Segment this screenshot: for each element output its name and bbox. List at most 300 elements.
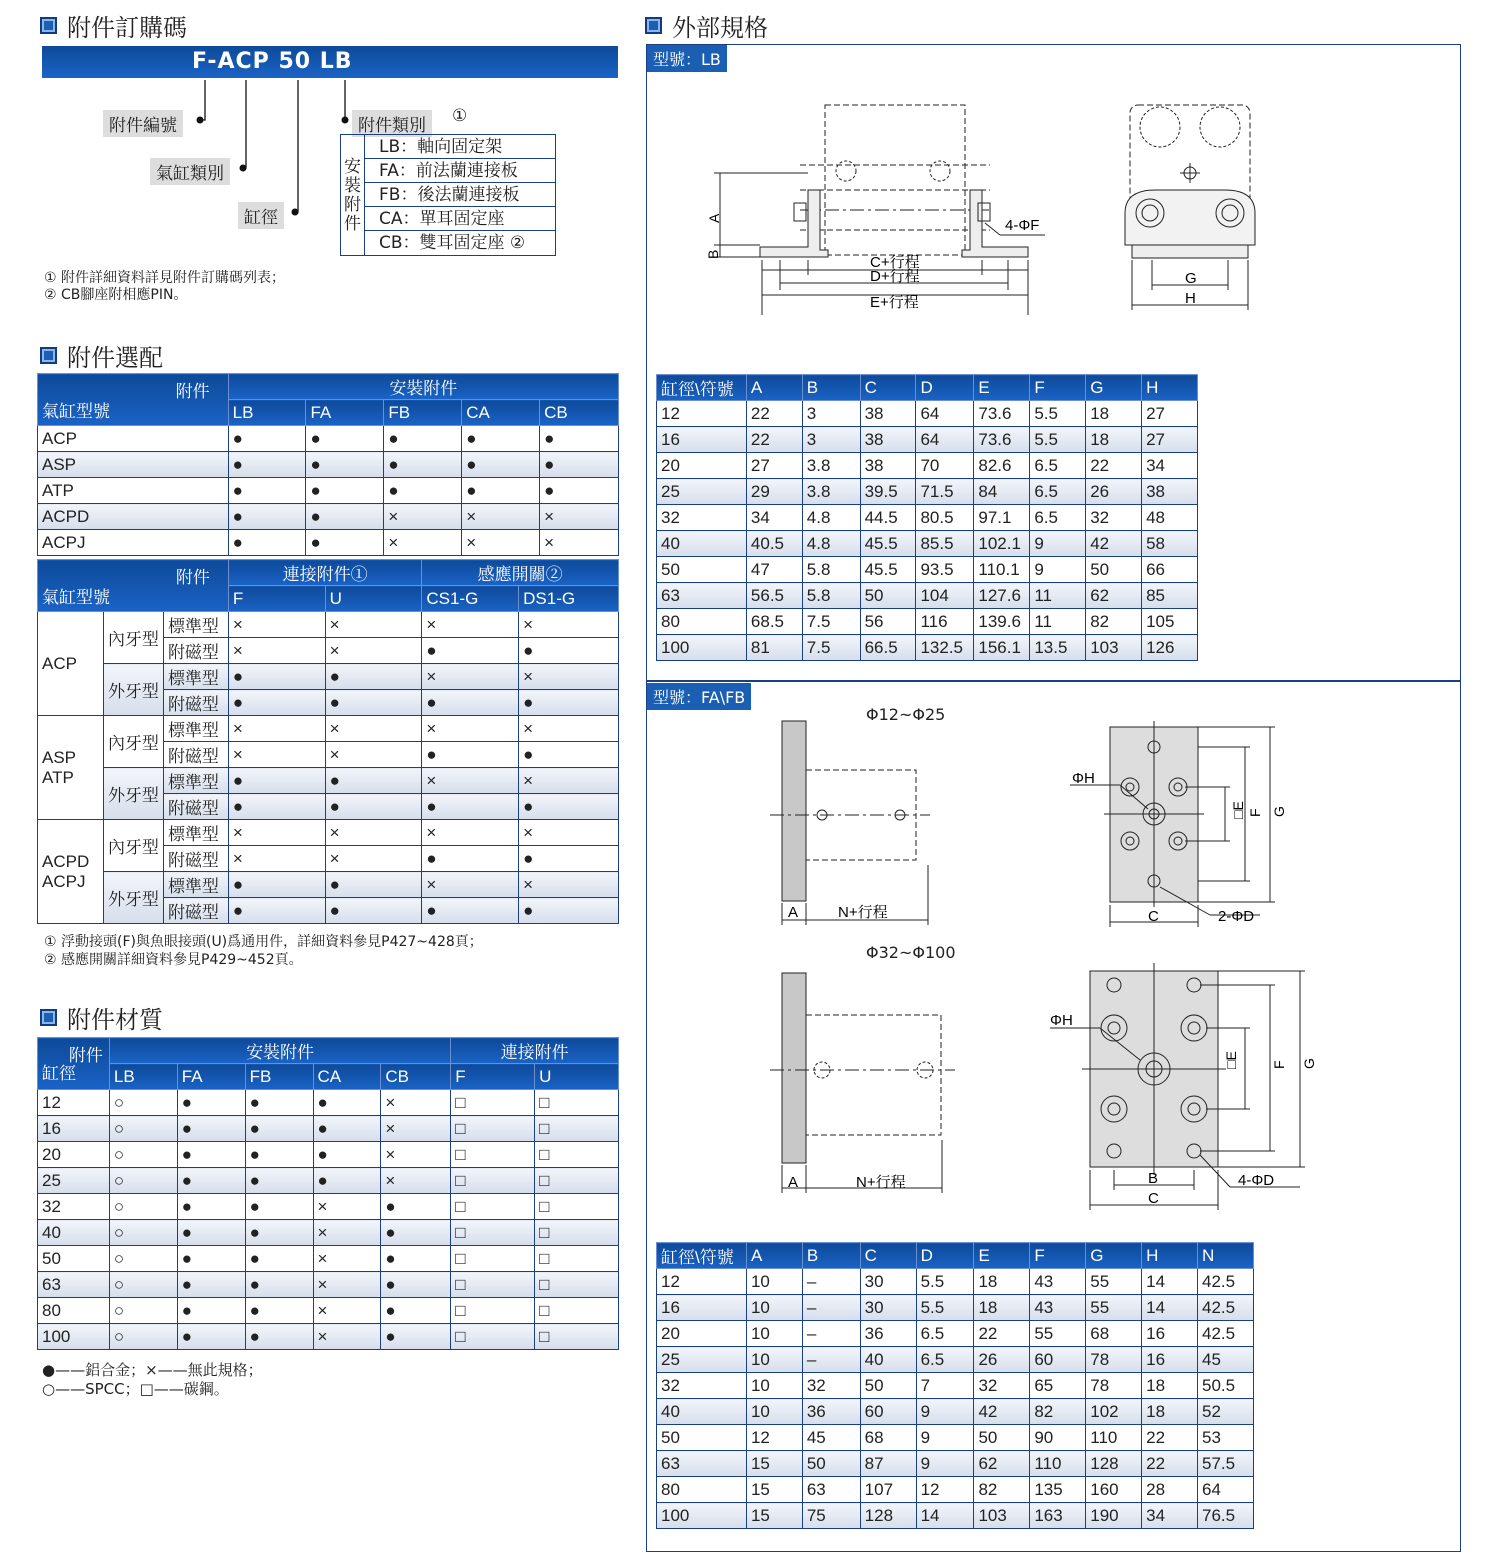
table-cell: 12	[746, 1425, 802, 1451]
table-cell: 16	[657, 427, 747, 453]
fa-col-header: E	[974, 1243, 1030, 1269]
table-cell: 73.6	[974, 401, 1030, 427]
table-cell: □	[535, 1142, 619, 1168]
category-item: CA：單耳固定座	[365, 207, 555, 231]
table-cell: ○	[109, 1194, 177, 1220]
table-cell: 70	[916, 453, 974, 479]
material-col-header: LB	[109, 1064, 177, 1090]
table-cell: ●	[519, 638, 619, 664]
table-cell: ●	[177, 1298, 245, 1324]
table-cell: ×	[422, 872, 519, 898]
table-cell: ×	[325, 638, 422, 664]
material-header-row	[38, 1038, 619, 1064]
table-cell: 29	[746, 479, 802, 505]
table-cell: 68	[860, 1425, 916, 1451]
table-cell: 6.5	[916, 1321, 974, 1347]
table-cell: 105	[1142, 609, 1198, 635]
match2-kind: 附磁型	[163, 794, 228, 820]
fa-row	[657, 1503, 1254, 1529]
order-note-1: ① 附件詳細資料詳見附件訂購碼列表；	[44, 270, 285, 286]
match2-model: ASP ATP	[38, 716, 104, 820]
label-bore: 缸徑	[238, 202, 284, 229]
lb-col-header: F	[1030, 375, 1086, 401]
table-cell: ●	[313, 1142, 381, 1168]
table-cell: ●	[325, 872, 422, 898]
fa-label-c2: C	[1148, 1190, 1159, 1207]
fa-row	[657, 1347, 1254, 1373]
match1-row	[38, 530, 619, 556]
table-cell: ×	[228, 638, 325, 664]
table-cell: ×	[313, 1298, 381, 1324]
table-cell: 44.5	[860, 505, 916, 531]
table-cell: 3.8	[802, 453, 860, 479]
table-cell: □	[451, 1116, 535, 1142]
match1-group: 安裝附件	[228, 374, 618, 400]
match-table-2	[37, 559, 619, 924]
table-cell: 64	[1198, 1477, 1254, 1503]
table-cell: 65	[1030, 1373, 1086, 1399]
table-cell: 15	[746, 1477, 802, 1503]
table-cell: 71.5	[916, 479, 974, 505]
table-cell: 38	[1142, 479, 1198, 505]
table-cell: ●	[228, 690, 325, 716]
lb-label-a: A	[706, 213, 722, 223]
category-group: 安裝附件	[341, 135, 365, 255]
order-code: F-ACP 50 LB	[192, 49, 353, 74]
table-cell: 126	[1142, 635, 1198, 661]
match2-row	[38, 768, 619, 794]
dims-title	[645, 8, 768, 43]
table-cell: 56.5	[746, 583, 802, 609]
table-cell: ●	[540, 478, 619, 504]
match2-row	[38, 612, 619, 638]
material-group-mount: 安裝附件	[109, 1038, 450, 1064]
table-cell: ×	[313, 1324, 381, 1350]
label-cylinder-type: 氣缸類別	[150, 158, 230, 185]
table-cell: 9	[1030, 531, 1086, 557]
lb-label-c: C+行程	[870, 254, 920, 271]
match2-kind: 標準型	[163, 768, 228, 794]
table-cell: 100	[657, 1503, 747, 1529]
lb-row	[657, 635, 1198, 661]
lb-row	[657, 531, 1198, 557]
material-row	[38, 1194, 619, 1220]
table-cell: 12	[657, 401, 747, 427]
match-note-2: ② 感應開關詳細資料參見P429~452頁。	[44, 952, 303, 968]
material-legend-1: ●——鋁合金；×——無此規格；	[42, 1361, 263, 1379]
table-cell: ●	[325, 898, 422, 924]
table-cell: ×	[462, 530, 540, 556]
lb-row	[657, 583, 1198, 609]
table-cell: ●	[325, 664, 422, 690]
table-cell: ●	[540, 426, 619, 452]
label-accessory-no: 附件編號	[103, 110, 183, 137]
lb-row	[657, 557, 1198, 583]
table-cell: 80	[657, 609, 747, 635]
match-note-1: ① 浮動接頭(F)與魚眼接頭(U)爲通用件，詳細資料參見P427~428頁；	[44, 934, 483, 950]
table-cell: 18	[1142, 1373, 1198, 1399]
table-cell: □	[535, 1298, 619, 1324]
table-cell: 14	[1142, 1295, 1198, 1321]
table-cell: ×	[381, 1116, 451, 1142]
table-cell: ●	[245, 1168, 313, 1194]
table-cell: 128	[860, 1503, 916, 1529]
match-title-text: 附件選配	[67, 344, 163, 372]
table-cell: 3.8	[802, 479, 860, 505]
match2-kind: 附磁型	[163, 898, 228, 924]
table-cell: 18	[974, 1269, 1030, 1295]
table-cell: 36	[860, 1321, 916, 1347]
material-title	[40, 1000, 163, 1035]
table-cell: ●	[422, 846, 519, 872]
table-cell: ×	[381, 1090, 451, 1116]
table-cell: ●	[245, 1090, 313, 1116]
table-cell: □	[535, 1246, 619, 1272]
category-item: FA：前法蘭連接板	[365, 159, 555, 183]
table-cell: 25	[657, 479, 747, 505]
table-cell: ●	[177, 1272, 245, 1298]
match-table-1	[37, 373, 619, 556]
table-cell: 116	[916, 609, 974, 635]
fa-dims-table	[656, 1242, 1254, 1529]
fa-label-a2: A	[788, 1174, 799, 1191]
table-cell: 84	[974, 479, 1030, 505]
table-cell: ●	[519, 742, 619, 768]
table-cell: ●	[540, 452, 619, 478]
fa-row	[657, 1321, 1254, 1347]
match1-col-header: FA	[306, 400, 384, 426]
table-cell: ●	[519, 898, 619, 924]
table-cell: 48	[1142, 505, 1198, 531]
table-cell: 60	[1030, 1347, 1086, 1373]
table-cell: ●	[177, 1168, 245, 1194]
material-body	[38, 1090, 619, 1350]
table-cell: 13.5	[1030, 635, 1086, 661]
table-cell: 50	[974, 1425, 1030, 1451]
category-note-mark: ①	[452, 106, 468, 126]
match2-corner-top: 附件	[175, 568, 210, 587]
table-cell: □	[451, 1272, 535, 1298]
material-row	[38, 1298, 619, 1324]
material-col-header: FA	[177, 1064, 245, 1090]
table-cell: ●	[313, 1090, 381, 1116]
table-cell: 43	[1030, 1295, 1086, 1321]
table-cell: ●	[245, 1298, 313, 1324]
match2-col-header: DS1-G	[519, 586, 619, 612]
material-row	[38, 1272, 619, 1298]
table-cell: 45.5	[860, 531, 916, 557]
fa-col-header: F	[1030, 1243, 1086, 1269]
match1-row	[38, 426, 619, 452]
table-cell: 11	[1030, 609, 1086, 635]
match2-thread: 內牙型	[103, 820, 163, 872]
table-cell: 6.5	[1030, 453, 1086, 479]
table-cell: 16	[1142, 1321, 1198, 1347]
table-cell: 50	[1086, 557, 1142, 583]
table-cell: □	[535, 1168, 619, 1194]
lb-col-header: 缸徑\符號	[657, 375, 747, 401]
table-cell: 16	[38, 1116, 110, 1142]
table-cell: ●	[177, 1324, 245, 1350]
table-cell: 82	[1030, 1399, 1086, 1425]
table-cell: 32	[657, 505, 747, 531]
category-item: CB：雙耳固定座 ②	[379, 233, 526, 253]
material-row	[38, 1220, 619, 1246]
order-code-title-text: 附件訂購碼	[67, 14, 187, 42]
table-cell: 40.5	[746, 531, 802, 557]
table-cell: ×	[422, 664, 519, 690]
table-cell: 32	[1086, 505, 1142, 531]
fa-col-header: N	[1198, 1243, 1254, 1269]
table-cell: 6.5	[1030, 505, 1086, 531]
fa-label-a1: A	[788, 904, 799, 921]
table-cell: ACP	[38, 426, 229, 452]
match2-group-connect: 連接附件①	[228, 560, 421, 586]
table-cell: 52	[1198, 1399, 1254, 1425]
table-cell: 42	[1086, 531, 1142, 557]
table-cell: ●	[245, 1324, 313, 1350]
lb-col-header: B	[802, 375, 860, 401]
table-cell: 100	[38, 1324, 110, 1350]
table-cell: 55	[1086, 1269, 1142, 1295]
table-cell: 50.5	[1198, 1373, 1254, 1399]
table-cell: 43	[1030, 1269, 1086, 1295]
table-cell: ●	[325, 690, 422, 716]
table-cell: ○	[109, 1142, 177, 1168]
lb-label-b: B	[705, 249, 721, 259]
table-cell: ●	[381, 1324, 451, 1350]
table-cell: ×	[540, 504, 619, 530]
table-cell: ×	[381, 1142, 451, 1168]
lb-col-header: D	[916, 375, 974, 401]
material-corner-top: 附件	[68, 1046, 103, 1065]
material-title-text: 附件材質	[67, 1006, 163, 1034]
table-cell: ●	[228, 794, 325, 820]
table-cell: 15	[746, 1451, 802, 1477]
match2-body	[38, 612, 619, 924]
lb-col-header: C	[860, 375, 916, 401]
table-cell: ●	[313, 1116, 381, 1142]
match2-kind: 標準型	[163, 820, 228, 846]
match2-thread: 內牙型	[103, 612, 163, 664]
table-cell: □	[451, 1220, 535, 1246]
lb-label-f: 4-ΦF	[1005, 217, 1040, 234]
match2-model: ACP	[38, 612, 104, 716]
table-cell: ×	[325, 612, 422, 638]
fa-label-c1: C	[1148, 908, 1159, 925]
table-cell: ×	[519, 612, 619, 638]
match1-col-header: CB	[540, 400, 619, 426]
table-cell: 85.5	[916, 531, 974, 557]
table-cell: 25	[657, 1347, 747, 1373]
table-cell: 10	[746, 1295, 802, 1321]
table-cell: 57.5	[1198, 1451, 1254, 1477]
table-cell: 58	[1142, 531, 1198, 557]
match2-kind: 附磁型	[163, 638, 228, 664]
table-cell: 42.5	[1198, 1321, 1254, 1347]
table-cell: ×	[422, 768, 519, 794]
material-col-header: F	[451, 1064, 535, 1090]
table-cell: ×	[313, 1194, 381, 1220]
fa-row	[657, 1477, 1254, 1503]
table-cell: ×	[228, 742, 325, 768]
table-cell: 75	[802, 1503, 860, 1529]
table-cell: 22	[1142, 1425, 1198, 1451]
lb-drawing	[700, 95, 1260, 325]
table-cell: ●	[228, 478, 306, 504]
table-cell: 50	[657, 557, 747, 583]
table-cell: 18	[1142, 1399, 1198, 1425]
table-cell: ●	[381, 1194, 451, 1220]
match2-col-header: U	[325, 586, 422, 612]
table-cell: 139.6	[974, 609, 1030, 635]
table-cell: 103	[1086, 635, 1142, 661]
table-cell: 66.5	[860, 635, 916, 661]
table-cell: 53	[1198, 1425, 1254, 1451]
table-cell: ×	[519, 716, 619, 742]
table-cell: ×	[422, 612, 519, 638]
table-cell: 10	[746, 1373, 802, 1399]
table-cell: 47	[746, 557, 802, 583]
table-cell: 97.1	[974, 505, 1030, 531]
match2-corner	[38, 560, 229, 612]
table-cell: 34	[1142, 453, 1198, 479]
category-item: FB：後法蘭連接板	[365, 183, 555, 207]
fa-col-header: D	[916, 1243, 974, 1269]
table-cell: ●	[245, 1220, 313, 1246]
table-cell: 102	[1086, 1399, 1142, 1425]
table-cell: 32	[38, 1194, 110, 1220]
table-cell: 87	[860, 1451, 916, 1477]
table-cell: ●	[306, 478, 384, 504]
table-cell: 50	[860, 583, 916, 609]
table-cell: 64	[916, 401, 974, 427]
fa-col-header: H	[1142, 1243, 1198, 1269]
match1-row	[38, 504, 619, 530]
table-cell: 12	[657, 1269, 747, 1295]
table-cell: ○	[109, 1246, 177, 1272]
table-cell: ×	[462, 504, 540, 530]
match2-row	[38, 664, 619, 690]
material-row	[38, 1246, 619, 1272]
section-square-icon	[645, 17, 662, 34]
table-cell: 82.6	[974, 453, 1030, 479]
table-cell: 14	[1142, 1269, 1198, 1295]
table-cell: 60	[860, 1399, 916, 1425]
table-cell: ●	[422, 638, 519, 664]
table-cell: ●	[462, 478, 540, 504]
material-col-header: CA	[313, 1064, 381, 1090]
table-cell: 78	[1086, 1373, 1142, 1399]
table-cell: 50	[860, 1373, 916, 1399]
fa-model-tag: 型號：FA\FB	[647, 683, 751, 710]
table-cell: 110.1	[974, 557, 1030, 583]
match2-kind: 附磁型	[163, 690, 228, 716]
table-cell: 22	[1086, 453, 1142, 479]
match1-col-header: FB	[384, 400, 462, 426]
fa-row	[657, 1425, 1254, 1451]
table-cell: 16	[1142, 1347, 1198, 1373]
table-cell: ●	[306, 530, 384, 556]
table-cell: 42.5	[1198, 1269, 1254, 1295]
match2-kind: 標準型	[163, 716, 228, 742]
table-cell: ●	[462, 452, 540, 478]
material-table	[37, 1037, 619, 1350]
table-cell: 22	[974, 1321, 1030, 1347]
table-cell: 63	[657, 583, 747, 609]
table-cell: ●	[177, 1220, 245, 1246]
table-cell: ×	[325, 846, 422, 872]
table-cell: ●	[519, 794, 619, 820]
table-cell: 4.8	[802, 505, 860, 531]
match2-model: ACPD ACPJ	[38, 820, 104, 924]
table-cell: 7.5	[802, 609, 860, 635]
lb-col-header: E	[974, 375, 1030, 401]
table-cell: 34	[1142, 1503, 1198, 1529]
table-cell: ATP	[38, 478, 229, 504]
table-cell: ×	[325, 820, 422, 846]
table-cell: 80	[38, 1298, 110, 1324]
fa-label-d2: 2-ΦD	[1218, 908, 1255, 925]
match1-corner-bottom: 氣缸型號	[42, 402, 110, 421]
table-cell: 68.5	[746, 609, 802, 635]
table-cell: ○	[109, 1272, 177, 1298]
category-box	[340, 134, 556, 256]
table-cell: ○	[109, 1220, 177, 1246]
fa-label-e2: □E	[1223, 1051, 1239, 1069]
table-cell: ●	[422, 898, 519, 924]
fa-label-d4: 4-ΦD	[1238, 1172, 1275, 1189]
table-cell: 20	[657, 453, 747, 479]
table-cell: ●	[313, 1168, 381, 1194]
match2-kind: 附磁型	[163, 846, 228, 872]
table-cell: ○	[109, 1168, 177, 1194]
fa-label-n2: N+行程	[856, 1174, 906, 1191]
table-cell: ×	[325, 742, 422, 768]
table-cell: ×	[325, 716, 422, 742]
table-cell: ×	[384, 504, 462, 530]
category-list	[365, 135, 555, 255]
table-cell: 190	[1086, 1503, 1142, 1529]
table-cell: 80.5	[916, 505, 974, 531]
table-cell: 100	[657, 635, 747, 661]
fa-body	[657, 1269, 1254, 1529]
table-cell: 32	[657, 1373, 747, 1399]
table-cell: 45	[802, 1425, 860, 1451]
table-cell: ●	[381, 1220, 451, 1246]
section-square-icon	[40, 1009, 57, 1026]
table-cell: 34	[746, 505, 802, 531]
table-cell: ●	[245, 1116, 313, 1142]
table-cell: ●	[177, 1142, 245, 1168]
lb-label-h: H	[1185, 290, 1196, 307]
lb-col-header: A	[746, 375, 802, 401]
table-cell: 5.5	[1030, 427, 1086, 453]
table-cell: 156.1	[974, 635, 1030, 661]
material-corner	[38, 1038, 110, 1090]
table-cell: 10	[746, 1347, 802, 1373]
lb-row	[657, 609, 1198, 635]
table-cell: ACPJ	[38, 530, 229, 556]
fa-drawing	[760, 715, 1320, 1215]
match1-row	[38, 452, 619, 478]
fa-row	[657, 1269, 1254, 1295]
material-row	[38, 1324, 619, 1350]
table-cell: ●	[177, 1090, 245, 1116]
table-cell: ×	[519, 664, 619, 690]
table-cell: ●	[325, 794, 422, 820]
table-cell: 18	[1086, 427, 1142, 453]
